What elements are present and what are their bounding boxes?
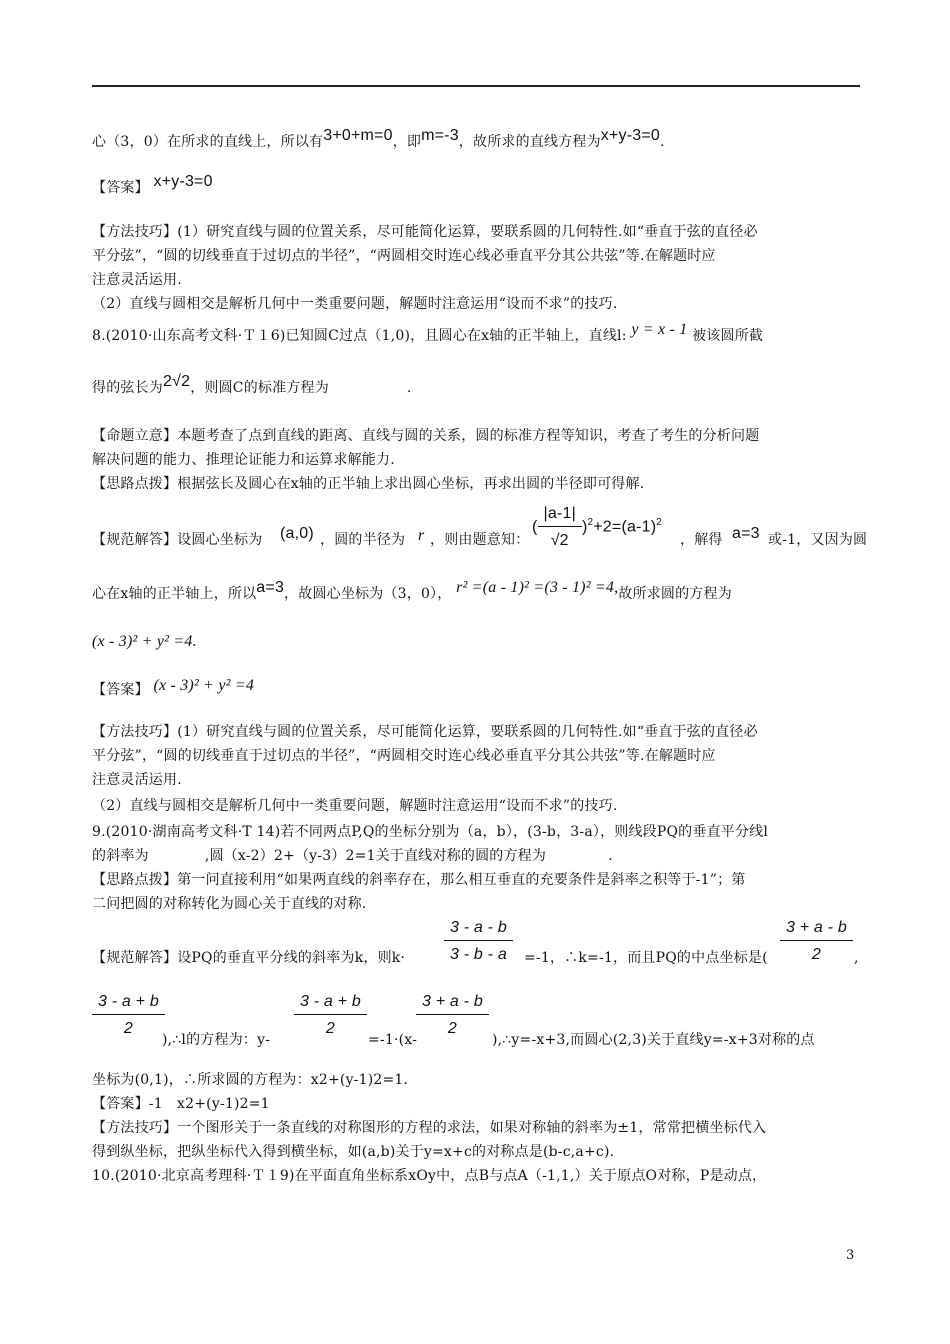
text: ，则圆C的标准方程为 [190, 380, 329, 396]
method-tip: 注意灵活运用. [92, 772, 182, 788]
text: ，则由题意知： [430, 532, 530, 548]
method-tip: （2）直线与圆相交是解析几何中一类重要问题，解题时注意运用“设而不求”的技巧. [92, 296, 618, 312]
text: ，故圆心坐标为（3，0）， [284, 586, 452, 602]
question-8 [92, 321, 764, 346]
equation: r [418, 527, 425, 544]
page-number: 3 [846, 1248, 855, 1263]
fraction: $\frac{|a-1|}{√2}$ [538, 504, 582, 551]
answer-line [92, 677, 255, 700]
text: ),∴y=-x+3,而圆心(2,3)关于直线y=-x+3对称的点 [492, 1032, 815, 1048]
answer-equation: x+y-3=0 [153, 173, 213, 190]
equation: 3+0+m=0 [323, 127, 393, 144]
fraction: $\frac{3 - a + b}{2}$ [92, 992, 165, 1039]
solution-9-end: 坐标为(0,1)，∴所求圆的方程为：x2+(y-1)2=1. [92, 1072, 409, 1088]
idea: 二问把圆的对称转化为圆心关于直线的对称. [92, 896, 367, 912]
text: 故所求圆的方程为 [618, 586, 732, 602]
answer-equation: (x - 3)² + y² =4 [153, 677, 255, 694]
text: ,圆（x-2）2+（y-3）2=1关于直线对称的圆的方程为 [204, 848, 547, 864]
text: , [854, 950, 859, 966]
intent: 【命题立意】本题考查了点到直线的距离、直线与圆的关系，圆的标准方程等知识，考查了考生的分析问题 [92, 428, 760, 444]
text: 心（3，0）在所求的直线上，所以有 [92, 134, 324, 150]
equation: x+y-3=0 [600, 127, 661, 144]
method-tip: 【方法技巧】(1）研究直线与圆的位置关系，尽可能简化运算，要联系圆的几何特性.如“垂直于弦的直径必 [92, 724, 758, 740]
idea: 【思路点拨】第一问直接利用“如果两直线的斜率存在，那么相互垂直的充要条件是斜率之积等于-1”；第 [92, 872, 746, 888]
question-8-cont [92, 373, 412, 398]
method-tip: （2）直线与圆相交是解析几何中一类重要问题，解题时注意运用“设而不求”的技巧. [92, 798, 618, 814]
fraction: $\frac{3 - a - b}{3 - b - a}$ [444, 918, 513, 965]
question-10: 10.(2010·北京高考理科·Ｔ１9)在平面直角坐标系xOy中，点B与点A（-1,1,）关于原点O对称，P是动点， [92, 1168, 767, 1184]
text: 或-1，又因为圆 [768, 532, 868, 548]
equation: ( $\frac{|a-1|}{√2}$ )$^2+2=(a-1)^2$ [532, 505, 662, 549]
fraction: $\frac{3 - a + b}{2}$ [294, 992, 367, 1039]
method-tip: 注意灵活运用. [92, 272, 182, 288]
solution-line [92, 127, 665, 152]
method-tip: 平分弦”，“圆的切线垂直于过切点的半径”，“两圆相交时连心线必垂直平分其公共弦”等.在解题时应 [92, 248, 716, 264]
text: ，圆的半径为 [320, 532, 406, 548]
method-tip: 【方法技巧】一个图形关于一条直线的对称图形的方程的求法，如果对称轴的斜率为±1，常常把横坐标代入 [92, 1120, 767, 1136]
text: 【规范解答】设PQ的垂直平分线的斜率为k，则k· [92, 950, 406, 966]
answer-tag: 【答案】 [92, 180, 149, 196]
text: 8.(2010·山东高考文科·Ｔ１6)已知圆C过点（1,0)，且圆心在x轴的正半轴上，直线l: [92, 328, 627, 344]
method-tip: 平分弦”，“圆的切线垂直于过切点的半径”，“两圆相交时连心线必垂直平分其公共弦”等.在解题时应 [92, 748, 716, 764]
text: =-1·(x- [368, 1032, 418, 1048]
method-tip: 得到纵坐标，把纵坐标代入得到横坐标，如(a,b)关于y=x+c的对称点是(b-c,a+c). [92, 1144, 615, 1160]
answer-line [92, 173, 213, 198]
text: 的斜率为 [92, 848, 149, 864]
intent: 解决问题的能力、推理论证能力和运算求解能力. [92, 452, 395, 468]
equation: (a,0) [280, 525, 314, 542]
text: . [660, 134, 665, 150]
text: 得的弦长为 [92, 380, 163, 396]
text: 心在x轴的正半轴上，所以 [92, 586, 257, 602]
idea: 【思路点拨】根据弦长及圆心在x轴的正半轴上求出圆心坐标，再求出圆的半径即可得解. [92, 476, 645, 492]
question-9-cont [92, 846, 613, 866]
answer-line: 【答案】-1 x2+(y-1)2=1 [92, 1096, 270, 1112]
equation: y = x - 1 [631, 321, 688, 338]
equation: r² =(a - 1)² =(3 - 1)² =4, [456, 579, 619, 596]
text: 被该圆所截 [692, 328, 764, 344]
question-9: 9.(2010·湖南高考文科·T 14)若不同两点P,Q的坐标分别为（a，b），(3-b，3-a），则线段PQ的垂直平分线l [92, 824, 769, 840]
method-tip: 【方法技巧】(1）研究直线与圆的位置关系，尽可能简化运算，要联系圆的几何特性.如“垂直于弦的直径必 [92, 224, 758, 240]
solution-8-eq [92, 632, 197, 652]
text: ，解得 [680, 532, 723, 548]
text: . [608, 848, 613, 864]
header-rule [92, 85, 860, 87]
fraction: $\frac{3 + a - b}{2}$ [416, 992, 489, 1039]
chord-length: 2√2 [163, 373, 191, 390]
text: ),∴l的方程为：y- [162, 1032, 271, 1048]
text: =-1，∴k=-1，而且PQ的中点坐标是( [524, 950, 768, 966]
equation: (x - 3)² + y² =4. [92, 633, 197, 650]
text: ，故所求的直线方程为 [458, 134, 601, 150]
equation: m=-3 [421, 127, 459, 144]
equation: a=3 [732, 525, 760, 542]
answer-tag: 【答案】 [92, 682, 149, 698]
text: 【规范解答】设圆心坐标为 [92, 532, 263, 548]
fraction: $\frac{3 + a - b}{2}$ [780, 918, 853, 965]
text: . [406, 380, 412, 396]
equation: a=3 [256, 579, 285, 596]
solution-8-cont [92, 579, 732, 604]
text: ，即 [392, 134, 422, 150]
